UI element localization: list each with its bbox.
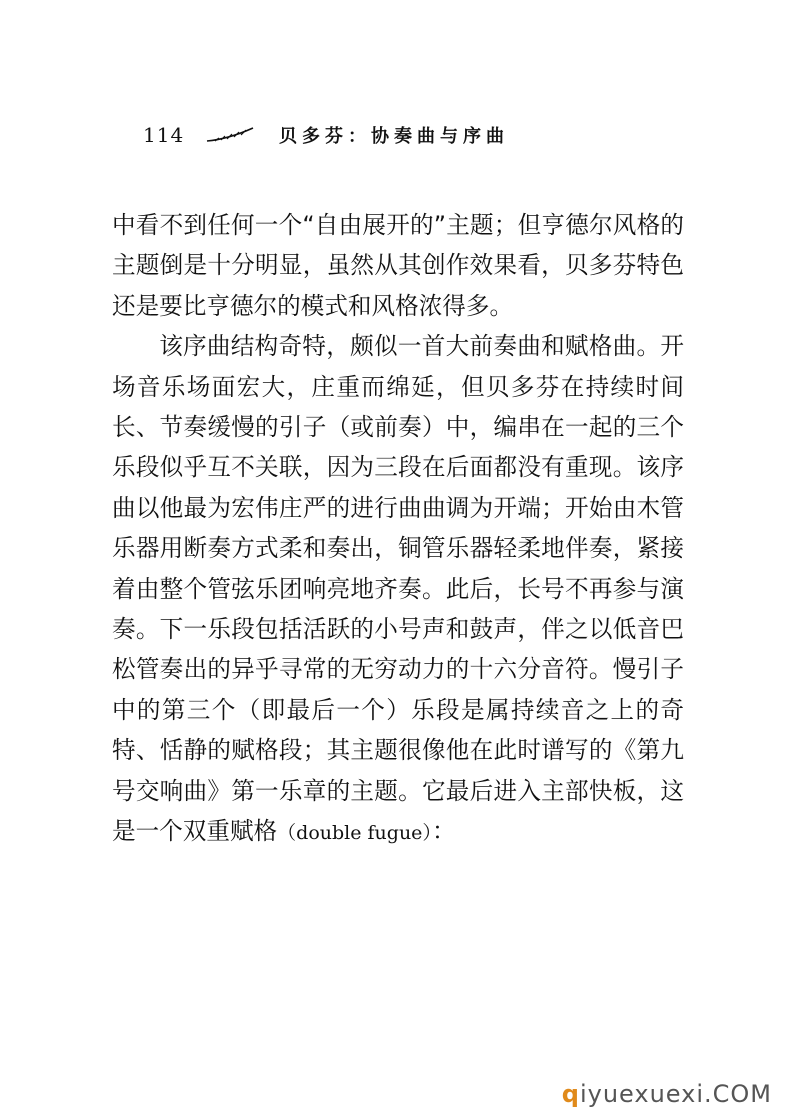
paragraph-1: 中看不到任何一个“自由展开的”主题；但亨德尔风格的主题倒是十分明显，虽然从其创作效果看，贝多芬特色还是要比亨德尔的模式和风格浓得多。 (112, 211, 684, 320)
ornament-flourish-icon (205, 126, 255, 144)
page-number: 114 (143, 123, 185, 147)
paragraph-2-tail: ： (431, 817, 456, 846)
paragraph-2 (112, 326, 684, 853)
paragraph-2-text: 该序曲结构奇特，颇似一首大前奏曲和赋格曲。开场音乐场面宏大，庄重而绵延，但贝多芬在持续时间长、节奏缓慢的引子（或前奏）中，编串在一起的三个乐段似乎互不关联，因为三段在后面都没有重现。该序曲以他最为宏伟庄严的进行曲曲调为开端；开始由木管乐器用断奏方式柔和奏出，铜管乐器轻柔地伴奏，紧接着由整个管弦乐团响亮地齐奏。此后，长号不再参与演奏。下一乐段包括活跃的小号声和鼓声，伴之以低音巴松管奏出的异乎寻常的无穷动力的十六分音符。慢引子中的第三个（即最后一个）乐段是属持续音之上的奇特、恬静的赋格段；其主题很像他在此时谱写的《第九号交响曲》第一乐章的主题。它最后进入主部快板，这是一个双重赋格 (112, 332, 684, 846)
latin-term: （double fugue） (277, 822, 432, 845)
watermark-rest: iyuexuexi.COM (579, 1080, 772, 1108)
watermark-lead: q (561, 1080, 580, 1108)
page-header (143, 120, 509, 150)
body-text (112, 205, 684, 854)
site-watermark (562, 1080, 772, 1108)
running-title: 贝多芬：协奏曲与序曲 (279, 126, 509, 147)
